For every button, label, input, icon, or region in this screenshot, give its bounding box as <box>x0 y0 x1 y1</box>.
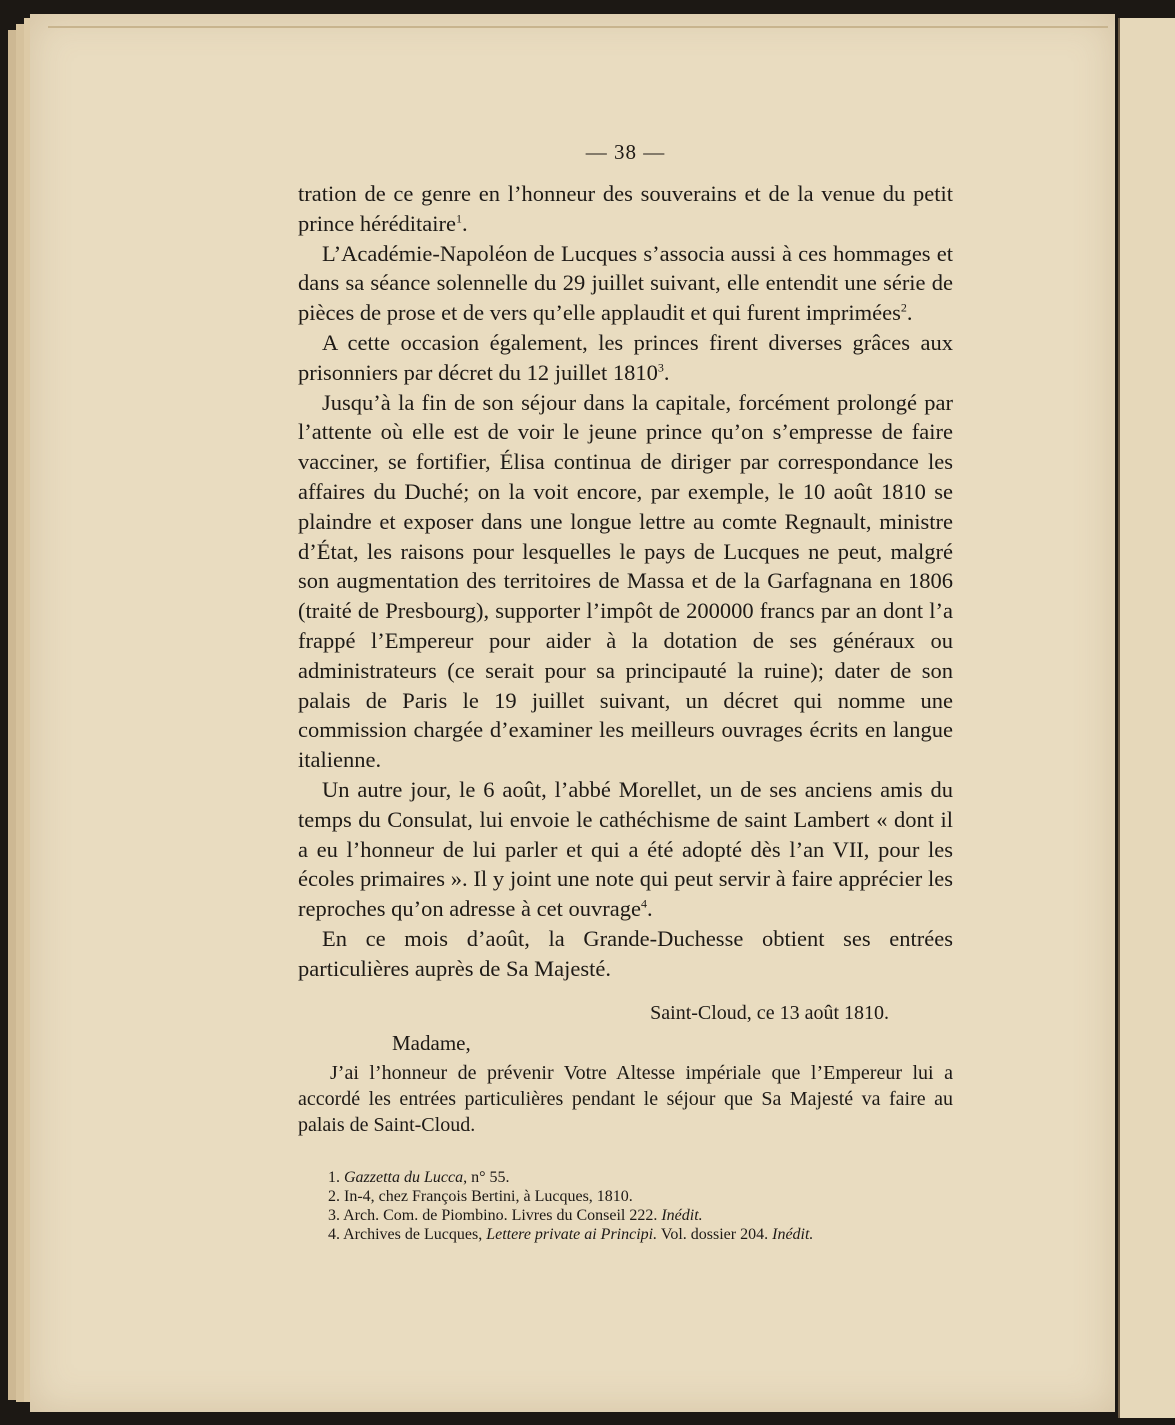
paragraph: Un autre jour, le 6 août, l’abbé Morellet, un de ses anciens amis du temps du Consulat, lui envoie le cathéchisme de saint Lambert « dont il a eu l’honneur de lui parler et qui a été adopté dès l’an VII, pour les écoles primaires ». Il y joint une note qui peut servir à faire apprécier les reproches qu’on adresse à cet ouvrage$^4$. <box>298 776 953 922</box>
paragraph: En ce mois d’août, la Grande-Duchesse obtient ses entrées particulières auprès de Sa Majesté. <box>298 925 953 981</box>
page-top-edge <box>48 26 1108 28</box>
body-text <box>298 179 953 984</box>
letter-place-date: Saint-Cloud, ce 13 août 1810. <box>650 1001 889 1024</box>
paragraph: A cette occasion également, les princes firent diverses grâces aux prisonniers par décret du 12 juillet 1810$^3$. <box>298 329 953 385</box>
letter-body: J’ai l’honneur de prévenir Votre Altesse impériale que l’Empereur lui a accordé les entrées particulières pendant le séjour que Sa Majesté va faire au palais de Saint-Cloud. <box>298 1061 953 1136</box>
footnote: 2. In-4, chez François Bertini, à Lucques, 1810. <box>328 1187 633 1205</box>
paragraph: L’Académie-Napoléon de Lucques s’associa aussi à ces hommages et dans sa séance solennelle du 29 juillet suivant, elle entendit une série de pièces de prose et de vers qu’elle applaudit et qui furent imprimées$^2$. <box>298 240 953 326</box>
facing-page-edge <box>1118 18 1175 1418</box>
footnote: 3. Arch. Com. de Piombino. Livres du Conseil 222. Inédit. <box>328 1206 703 1224</box>
letter-salutation: Madame, <box>392 1030 471 1055</box>
paragraph: Jusqu’à la fin de son séjour dans la capitale, forcément prolongé par l’attente où elle est de voir le jeune prince qu’on s’empresse de faire vacciner, se fortifier, Élisa continua de diriger par correspondance les affaires du Duché; on la voit encore, par exemple, le 10 août 1810 se plaindre et exposer dans une longue lettre au comte Regnault, ministre d’État, les raisons pour lesquelles le pays de Lucques ne peut, malgré son augmentation des territoires de Massa et de la Garfagnana en 1806 (traité de Presbourg), supporter l’impôt de 200000 francs par an dont l’a frappé l’Empereur pour aider à la dotation de ses généraux ou administrateurs (ce serait pour sa principauté la ruine); dater de son palais de Paris le 19 juillet suivant, un décret qui nomme une commission chargée d’examiner les meilleurs ouvrages écrits en langue italienne. <box>298 389 953 773</box>
quoted-letter <box>298 1000 953 1138</box>
footnote: 4. Archives de Lucques, Lettere private ai Principi. Vol. dossier 204. Inédit. <box>328 1225 814 1243</box>
footnote: 1. Gazzetta du Lucca, n° 55. <box>328 1168 510 1186</box>
paragraph: tration de ce genre en l’honneur des souverains et de la venue du petit prince héréditaire$^1$. <box>298 181 953 236</box>
page-content <box>298 140 953 1244</box>
footnotes <box>298 1168 953 1244</box>
page-number: — 38 — <box>585 140 666 164</box>
